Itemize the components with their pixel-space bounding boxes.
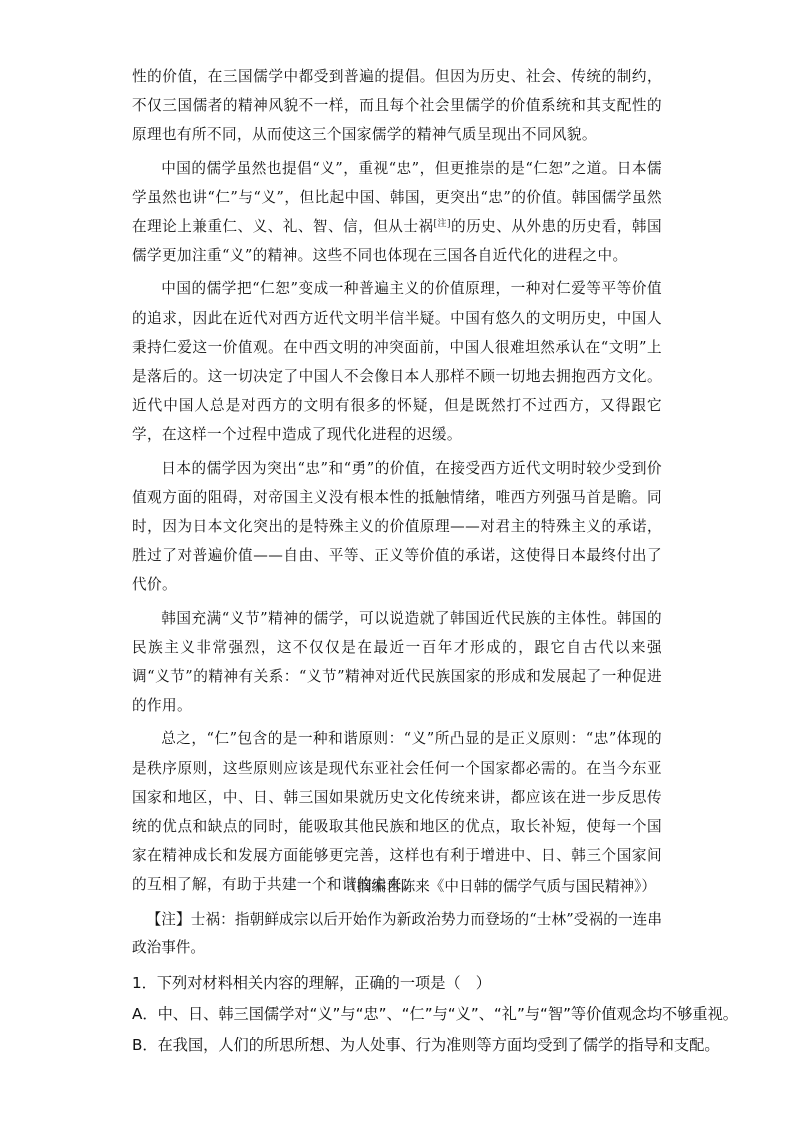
option-a[interactable]: A．中、日、韩三国儒学对“义”与“忠”、“仁”与“义”、“礼”与“智”等价值观念均不够重视。 [132, 1005, 738, 1023]
footnote [132, 906, 662, 962]
paragraph-4: 日本的儒学因为突出“忠”和“勇”的价值，在接受西方近代文明时较少受到价值观方面的阻碍，对帝国主义没有根本性的抵触情绪，唯西方列强马首是瞻。同时，因为日本文化突出的是特殊主义的价值原理——对君主的特殊主义的承诺，胜过了对普遍价值——自由、平等、正义等价值的承诺，这使得日本最终付出了代价。 [132, 459, 662, 594]
footnote-marker: [注] [433, 219, 451, 230]
reading-passage [132, 62, 662, 904]
question-stem: 1．下列对材料相关内容的理解，正确的一项是（ ） [132, 974, 491, 992]
paragraph-2-part-2: 的历史、从外患的历史看，韩国儒学更加注重“义”的精神。这些不同也体现在三国各自近代化的进程之中。 [132, 218, 662, 265]
question-1 [132, 968, 738, 1061]
paragraph-1: 性的价值，在三国儒学中都受到普遍的提倡。但因为历史、社会、传统的制约，不仅三国儒者的精神风貌不一样，而且每个社会里儒学的价值系统和其支配性的原理也有所不同，从而使这三个国家儒学的精神气质呈现出不同风貌。 [132, 68, 662, 144]
footnote-text: 士祸：指朝鲜成宗以后开始作为新政治势力而登场的“士林”受祸的一连串政治事件。 [132, 911, 662, 956]
paragraph-2-part-1: 中国的儒学虽然也提倡“义”，重视“忠”，但更推崇的是“仁恕”之道。日本儒学虽然也讲“仁”与“义”，但比起中国、韩国，更突出“忠”的价值。韩国儒学虽然在理论上兼重仁、义、礼、智、信，但从士祸 [132, 159, 662, 236]
paragraph-6: 总之，“仁”包含的是一种和谐原则：“义”所凸显的是正义原则：“忠”体现的是秩序原则，这些原则应该是现代东亚社会任何一个国家都必需的。在当今东亚国家和地区，中、日、韩三国如果就历史文化传统来讲，都应该在进一步反思传统的优点和缺点的同时，能吸取其他民族和地区的优点，取长补短，使每一个国家在精神成长和发展方面能够更完善，这样也有利于增进中、日、韩三个国家间的互相了解，有助于共建一个和谐的未来。 [132, 730, 662, 894]
paragraph-3: 中国的儒学把“仁恕”变成一种普遍主义的价值原理，一种对仁爱等平等价值的追求，因此在近代对西方近代文明半信半疑。中国有悠久的文明历史，中国人秉持仁爱这一价值观。在中西文明的冲突面前，中国人很难坦然承认在“文明”上是落后的。这一切决定了中国人不会像日本人那样不顾一切地去拥抱西方文化。近代中国人总是对西方的文明有很多的怀疑，但是既然打不过西方，又得跟它学，在这样一个过程中造成了现代化进程的迟缓。 [132, 280, 662, 444]
option-b[interactable]: B．在我国，人们的所思所想、为人处事、行为准则等方面均受到了儒学的指导和支配。 [132, 1036, 720, 1054]
paragraph-5: 韩国充满“义节”精神的儒学，可以说造就了韩国近代民族的主体性。韩国的民族主义非常强烈，这不仅仅是在最近一百年才形成的，跟它自古代以来强调“义节”的精神有关系：“义节”精神对近代民族国家的形成和发展起了一种促进的作用。 [132, 609, 662, 715]
source-citation: （摘编自陈来《中日韩的儒学气质与国民精神》） [342, 878, 656, 895]
footnote-label: 【注】 [146, 911, 191, 928]
paragraph-2 [132, 154, 662, 271]
